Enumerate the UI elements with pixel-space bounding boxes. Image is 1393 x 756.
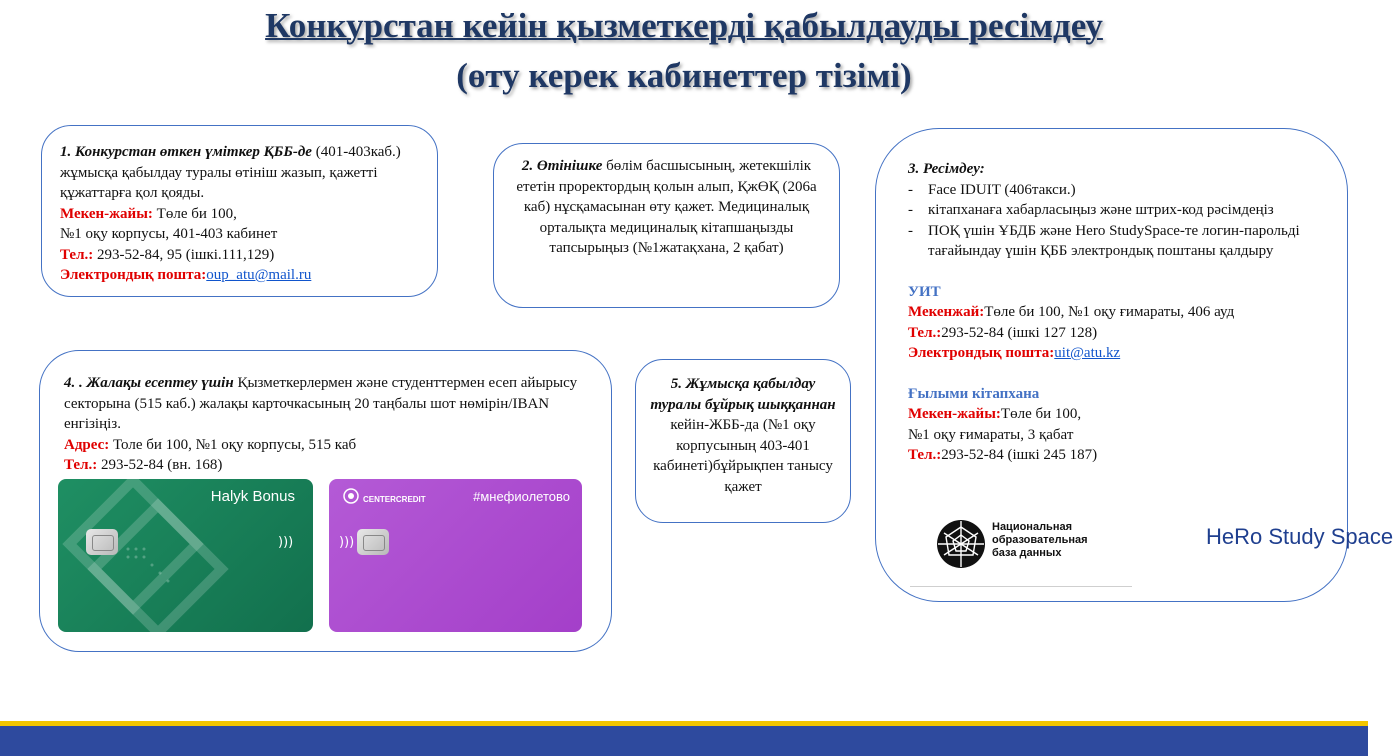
step-4-phone-label: Тел.: [64,457,98,473]
library-phone-label: Тел.: [908,447,942,463]
step-1-address [60,204,423,225]
library-phone [908,445,1333,466]
uit-email-link[interactable]: uit@atu.kz [1054,345,1121,361]
step-1-phone [60,245,423,266]
step-5-heading: 5. Жұмысқа қабылдау туралы бұйрық шыққаннан [650,376,836,413]
uit-email-label: Электрондық пошта: [908,345,1055,361]
library-title: Ғылыми кітапхана [908,385,1040,402]
step-4-phone [64,455,591,476]
footer-stripe [0,726,1368,756]
step-2-text: бөлім басшысының, жетекшілік ететін проректордың қолын алып, ҚжӨҚ (206а каб) нұсқамасынан өту қажет. Медициналық орталықта медициналық кітапшаңызды тапсырыңыз (№1жатақхана, 2 қабат) [516,158,817,256]
card-chip-icon [86,529,118,555]
centercredit-brand: CENTERCREDIT [363,495,426,504]
uit-phone [908,323,1333,344]
step-1-text: (401-403каб.) жұмысқа қабылдау туралы өтініш жазып, қажетті құжаттарға қол қояды. [60,144,401,201]
step-4-text: Қызметкерлермен және студенттермен есеп айырысу секторына (515 каб.) жалақы карточкасының 20 таңбалы шот нөмірін/IBAN енгізіңіз. [64,375,578,432]
ndb-line-3: база данных [992,547,1062,559]
uit-address-label: Мекенжай: [908,304,985,320]
step-4-address-label: Адрес: [64,436,110,453]
step-4-box [39,350,612,652]
card-hashtag: #мнефиолетово [473,489,570,504]
step-1-phone-label: Тел.: [60,246,94,263]
step-1-email [60,265,423,286]
step-3-heading: 3. Ресімдеу: [908,161,985,177]
library-address-value: Төле би 100, [1000,406,1082,422]
uit-phone-value: 293-52-84 (ішкі 127 128) [941,324,1098,341]
library-address-label: Мекен-жайы: [908,406,1001,422]
ndb-line-2: образовательная [992,534,1088,546]
step-2-heading: 2. Өтінішке [521,158,603,174]
step-2-box [493,143,840,308]
page-subtitle: (өту керек кабинеттер тізімі) [456,56,912,95]
halyk-bonus-brand: Halyk Bonus [210,488,295,505]
step-1-email-link[interactable]: oup_atu@mail.ru [206,267,312,283]
step-4-phone-value: 293-52-84 (вн. 168) [97,457,223,473]
centercredit-card-image [329,479,582,632]
centercredit-logo-icon [343,488,359,504]
step-1-email-label: Электрондық пошта: [60,267,207,283]
hero-study-space-logo: HeRo Study Space [1206,524,1393,549]
step-1-description [60,142,423,204]
logo-divider [910,586,1132,587]
step-4-address [64,435,591,456]
step-5-box [635,359,851,523]
ndb-line-1: Национальная [992,521,1072,533]
step-1-address-value: Төле би 100, [152,205,237,222]
library-address-line2: №1 оқу ғимараты, 3 қабат [908,426,1074,443]
step-3-list [908,180,1333,262]
step-1-heading: 1. Конкурстан өткен үміткер ҚББ-де [60,144,312,160]
step-1-address-line2: №1 оқу корпусы, 401-403 кабинет [60,226,278,242]
step-1-address-label: Мекен-жайы: [60,205,153,222]
step-3-item-library: - кітапханаға хабарласыңыз және штрих-код рәсімдеңіз [908,200,1333,221]
step-1-box [41,125,438,297]
logos-row [936,517,1393,587]
step-3-item-faceid: - Face IDUIT (406такси.) [908,180,1333,201]
step-3-box [875,128,1393,602]
library-address [908,404,1333,425]
step-1-phone-value: 293-52-84, 95 (ішкі.111,129) [93,246,275,263]
library-phone-value: 293-52-84 (ішкі 245 187) [941,447,1098,463]
step-4-address-value: Толе би 100, №1 оқу корпусы, 515 каб [109,436,357,453]
ndb-logo-text [992,521,1088,560]
uit-email [908,343,1333,364]
step-5-text: кейін-ЖББ-да (№1 оқу корпусының 403-401 кабинеті)бұйрықпен танысу қажет [653,417,833,495]
contactless-icon: ))) [339,535,355,550]
uit-phone-label: Тел.: [908,324,942,341]
halyk-bonus-card-image [58,479,313,632]
card-chip-icon [357,529,389,555]
step-4-heading: 4. . Жалақы есептеу үшін [64,375,234,391]
step-4-description [64,373,591,435]
uit-address [908,302,1333,323]
uit-title: УИТ [908,283,941,300]
uit-address-value: Төле би 100, №1 оқу ғимараты, 406 ауд [984,304,1235,320]
contactless-icon: ))) [278,535,294,550]
ndb-logo-icon [936,519,986,569]
step-3-item-email: - ПОҚ үшін ҰБДБ және Hero StudySpace-те логин-парольді тағайындау үшін ҚББ электрондық поштаны қалдыру [908,221,1333,262]
page-title: Конкурстан кейін қызметкерді қабылдауды ресімдеу [265,6,1103,45]
